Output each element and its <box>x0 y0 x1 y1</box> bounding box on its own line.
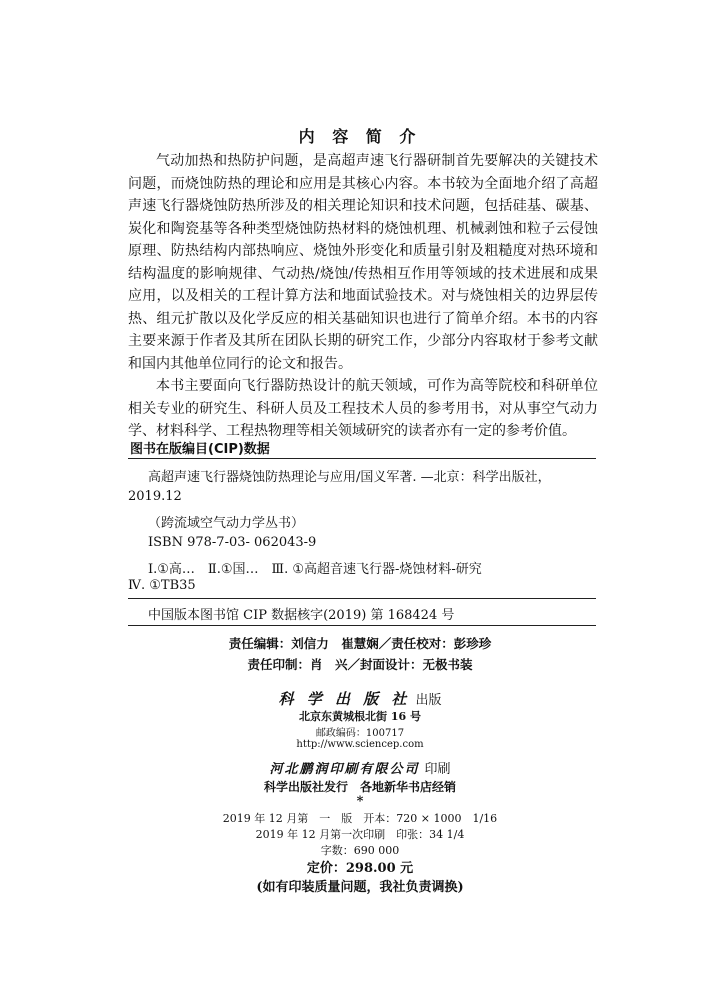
cip-title-line: 高超声速飞行器烧蚀防热理论与应用/国义军著. —北京：科学出版社， <box>148 470 551 485</box>
cip-date-line: 2019.12 <box>128 489 182 504</box>
publisher-suffix: 出版 <box>415 693 442 708</box>
edition-line: 2019 年 12 月第 一 版 开本：720 × 1000 1/16 <box>222 812 498 825</box>
cip-isbn-line: ISBN 978-7-03- 062043-9 <box>148 535 317 550</box>
credits-production: 责任印制：肖 兴／封面设计：无极书装 <box>247 657 473 672</box>
credits-editors: 责任编辑：刘信力 崔慧娴／责任校对：彭珍珍 <box>228 636 492 651</box>
cip-heading: 图书在版编目(CIP)数据 <box>130 442 270 457</box>
word-count: 字数：690 000 <box>320 844 400 857</box>
cip-classification-line: Ⅰ.①高… Ⅱ.①国… Ⅲ. ①高超音速飞行器-烧蚀材料-研究 <box>148 562 482 577</box>
price: 定价：298.00 元 <box>306 861 414 876</box>
book-introduction <box>128 150 598 443</box>
printer-suffix: 印刷 <box>424 762 451 777</box>
cip-series-line: （跨流域空气动力学丛书） <box>148 516 305 531</box>
printer-name: 河北鹏润印刷有限公司 <box>269 762 420 777</box>
publisher-name: 科 学 出 版 社 <box>278 690 411 708</box>
printer-line <box>0 758 720 777</box>
cip-top-rule <box>128 458 596 459</box>
publisher-postcode: 邮政编码：100717 <box>315 728 405 739</box>
page-title: 内 容 简 介 <box>298 127 422 146</box>
publisher-url: http://www.sciencep.com <box>296 739 424 750</box>
cip-verify-line: 中国版本图书馆 CIP 数据核字(2019) 第 168424 号 <box>148 608 455 623</box>
quality-note: (如有印装质量问题，我社负责调换) <box>256 880 464 895</box>
cip-bottom-rule <box>128 625 596 626</box>
intro-paragraph-1: 气动加热和热防护问题，是高超声速飞行器研制首先要解决的关键技术问题，而烧蚀防热的理论和应用是其核心内容。本书较为全面地介绍了高超声速飞行器烧蚀防热所涉及的相关理论知识和技术问题，包括硅基、碳基、炭化和陶瓷基等各种类型烧蚀防热材料的烧蚀机理、机械剥蚀和粒子云侵蚀原理、防热结构内部热响应、烧蚀外形变化和质量引射及粗糙度对热环境和结构温度的影响规律、气动热/烧蚀/传热相互作用等领域的技术进展和成果应用，以及相关的工程计算方法和地面试验技术。对与烧蚀相关的边界层传热、组元扩散以及化学反应的相关基础知识也进行了简单介绍。本书的内容主要来源于作者及其所在团队长期的研究工作，少部分内容取材于参考文献和国内其他单位同行的论文和报告。 <box>128 153 598 372</box>
publisher-address: 北京东黄城根北街 16 号 <box>299 710 421 723</box>
distribution-line: 科学出版社发行 各地新华书店经销 <box>263 780 456 794</box>
intro-paragraph-2: 本书主要面向飞行器防热设计的航天领域，可作为高等院校和科研单位相关专业的研究生、科研人员及工程技术人员的参考用书，对从事空气动力学、材料科学、工程热物理等相关领域研究的读者亦有一定的参考价值。 <box>128 378 598 439</box>
printing-line: 2019 年 12 月第一次印刷 印张：34 1/4 <box>255 828 465 841</box>
separator-star: * <box>356 794 364 809</box>
publisher-line <box>0 688 720 709</box>
cip-middle-rule <box>128 598 596 599</box>
cip-tb-line: Ⅳ. ①TB35 <box>128 578 196 593</box>
